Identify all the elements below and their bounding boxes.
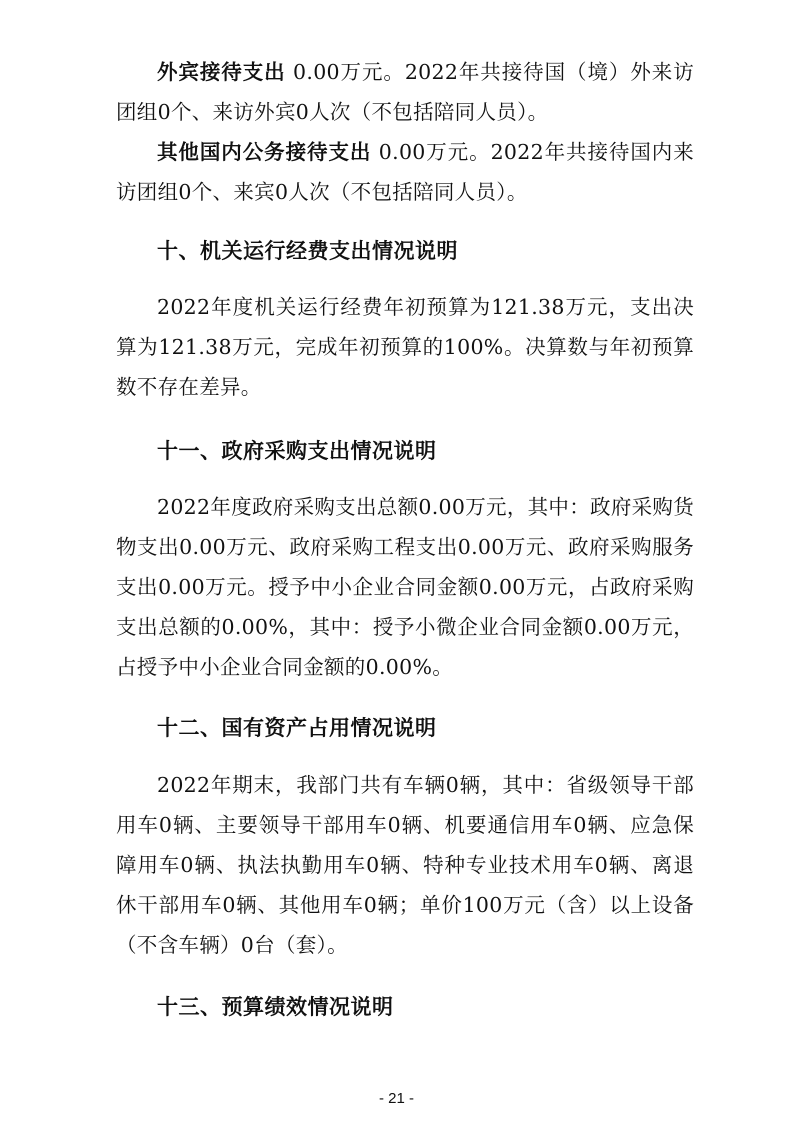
foreign-reception-label: 外宾接待支出: [157, 60, 286, 84]
section-body-12: 2022年期末，我部门共有车辆0辆，其中：省级领导干部用车0辆、主要领导干部用车0辆、机要通信用车0辆、应急保障用车0辆、执法执勤用车0辆、特种专业技术用车0辆、离退休干部用车0辆、其他用车0辆；单价100万元（含）以上设备（不含车辆）0台（套）。: [116, 773, 694, 957]
section-heading-11: 十一、政府采购支出情况说明: [157, 439, 437, 463]
page-number: - 21 -: [378, 1090, 414, 1107]
foreign-reception-paragraph: [116, 52, 694, 132]
section-body-10: 2022年度机关运行经费年初预算为121.38万元，支出决算为121.38万元，完成年初预算的100%。决算数与年初预算数不存在差异。: [116, 295, 694, 399]
section-body-11: 2022年度政府采购支出总额0.00万元，其中：政府采购货物支出0.00万元、政府采购工程支出0.00万元、政府采购服务支出0.00万元。授予中小企业合同金额0.00万元，占政府采购支出总额的0.00%，其中：授予小微企业合同金额0.00万元，占授予中小企业合同金额的0.00%。: [116, 495, 695, 679]
domestic-reception-paragraph: [116, 132, 694, 212]
section-heading-12: 十二、国有资产占用情况说明: [157, 716, 437, 740]
section-heading-10: 十、机关运行经费支出情况说明: [157, 239, 458, 263]
foreign-reception-text: 0.00万元。2022年共接待国（境）外来访团组0个、来访外宾0人次（不包括陪同人员）。: [116, 60, 694, 124]
domestic-reception-label: 其他国内公务接待支出: [157, 140, 372, 164]
section-heading-13: 十三、预算绩效情况说明: [157, 995, 394, 1019]
domestic-reception-text: 0.00万元。2022年共接待国内来访团组0个、来宾0人次（不包括陪同人员）。: [116, 140, 695, 204]
